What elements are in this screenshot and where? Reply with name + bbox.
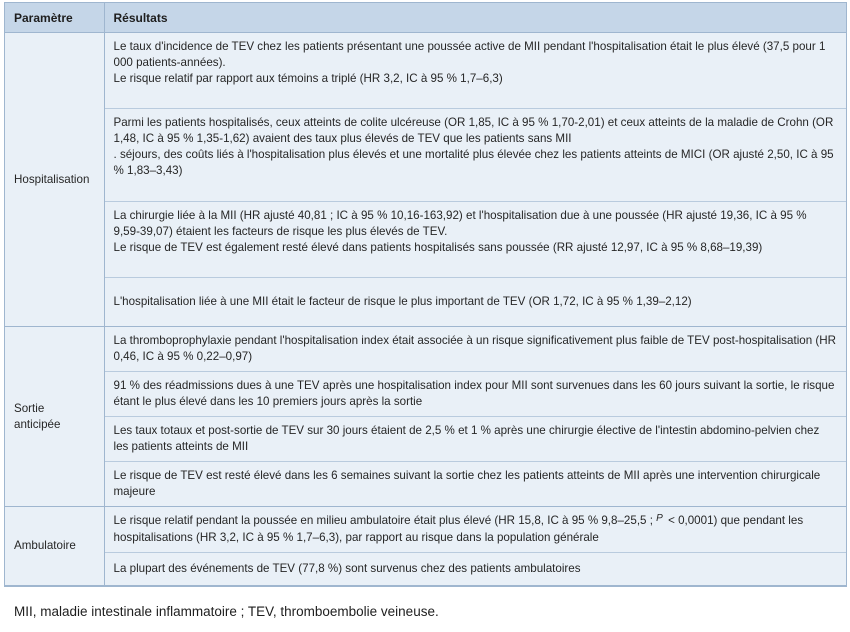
result-cell: La plupart des événements de TEV (77,8 %) sont survenus chez des patients ambulatoires [104,553,846,586]
result-line: Le taux d'incidence de TEV chez les patients présentant une poussée active de MII pendant l'hospitalisation était le plus élevé (37,5 pour 1 000 patients-années). [113,40,826,69]
result-text: Le risque relatif pendant la poussée en milieu ambulatoire était plus élevé (HR 15,8, IC à 95 % 9,8–25,5 ; [113,514,653,527]
header-parametre: Paramètre [5,3,104,33]
result-cell [104,202,846,278]
table-row [5,553,846,586]
table-row [5,417,846,462]
parameter-cell: Ambulatoire [5,507,104,586]
header-resultats: Résultats [104,3,846,33]
table-header-row [5,3,846,33]
result-line: Parmi les patients hospitalisés, ceux atteints de colite ulcéreuse (OR 1,85, IC à 95 % 1,70-2,01) et ceux atteints de la maladie de Crohn (OR 1,48, IC à 95 % 1,35-1,62) avaient des taux plus élevés de TEV que les patients sans MII [113,116,834,145]
result-cell [104,33,846,109]
table-row [5,327,846,372]
results-table-container [4,2,847,587]
result-cell: 91 % des réadmissions dues à une TEV après une hospitalisation index pour MII sont survenues dans les 60 jours suivant la sortie, le risque étant le plus élevé dans les 10 premiers jours après la sortie [104,372,846,417]
result-cell [104,109,846,202]
table-footnote: MII, maladie intestinale inflammatoire ; TEV, thromboembolie veineuse. [14,604,439,619]
result-line: . séjours, des coûts liés à l'hospitalisation plus élevés et une mortalité plus élevée chez les patients atteints de MICI (OR ajusté 2,50, IC à 95 % 1,83–3,43) [113,148,834,177]
table-row [5,278,846,327]
result-line: Le risque de TEV est également resté élevé dans patients hospitalisés sans poussée (RR ajusté 12,97, IC à 95 % 8,68–19,39) [113,241,763,254]
result-line: La chirurgie liée à la MII (HR ajusté 40,81 ; IC à 95 % 10,16-163,92) et l'hospitalisation due à une poussée (HR ajusté 19,36, IC à 95 % 9,59-39,07) étaient les facteurs de risque les plus élevés de TEV. [113,209,807,238]
results-table [5,3,846,586]
result-cell: La thromboprophylaxie pendant l'hospitalisation index était associée à un risque significativement plus faible de TEV post-hospitalisation (HR 0,46, IC à 95 % 0,22–0,97) [104,327,846,372]
result-cell: Le risque de TEV est resté élevé dans les 6 semaines suivant la sortie chez les patients atteints de MII après une intervention chirurgicale majeure [104,462,846,507]
parameter-cell [5,327,104,507]
table-row [5,507,846,553]
result-cell [104,507,846,553]
table-row [5,109,846,202]
result-text: < 0,0001) que pendant les hospitalisations (HR 3,2, IC à 95 % 1,7–6,3), par rapport au risque dans la population générale [113,514,804,544]
parameter-label: Sortie anticipée [14,401,61,431]
table-row [5,33,846,109]
result-cell: Les taux totaux et post-sortie de TEV sur 30 jours étaient de 2,5 % et 1 % après une chirurgie élective de l'intestin abdomino-pelvien chez les patients atteints de MII [104,417,846,462]
table-row [5,372,846,417]
result-line: Le risque relatif par rapport aux témoins a triplé (HR 3,2, IC à 95 % 1,7–6,3) [113,72,503,85]
parameter-cell: Hospitalisation [5,33,104,327]
table-row [5,202,846,278]
p-symbol: P [656,513,663,524]
table-row [5,462,846,507]
result-cell: L'hospitalisation liée à une MII était le facteur de risque le plus important de TEV (OR 1,72, IC à 95 % 1,39–2,12) [104,278,846,327]
